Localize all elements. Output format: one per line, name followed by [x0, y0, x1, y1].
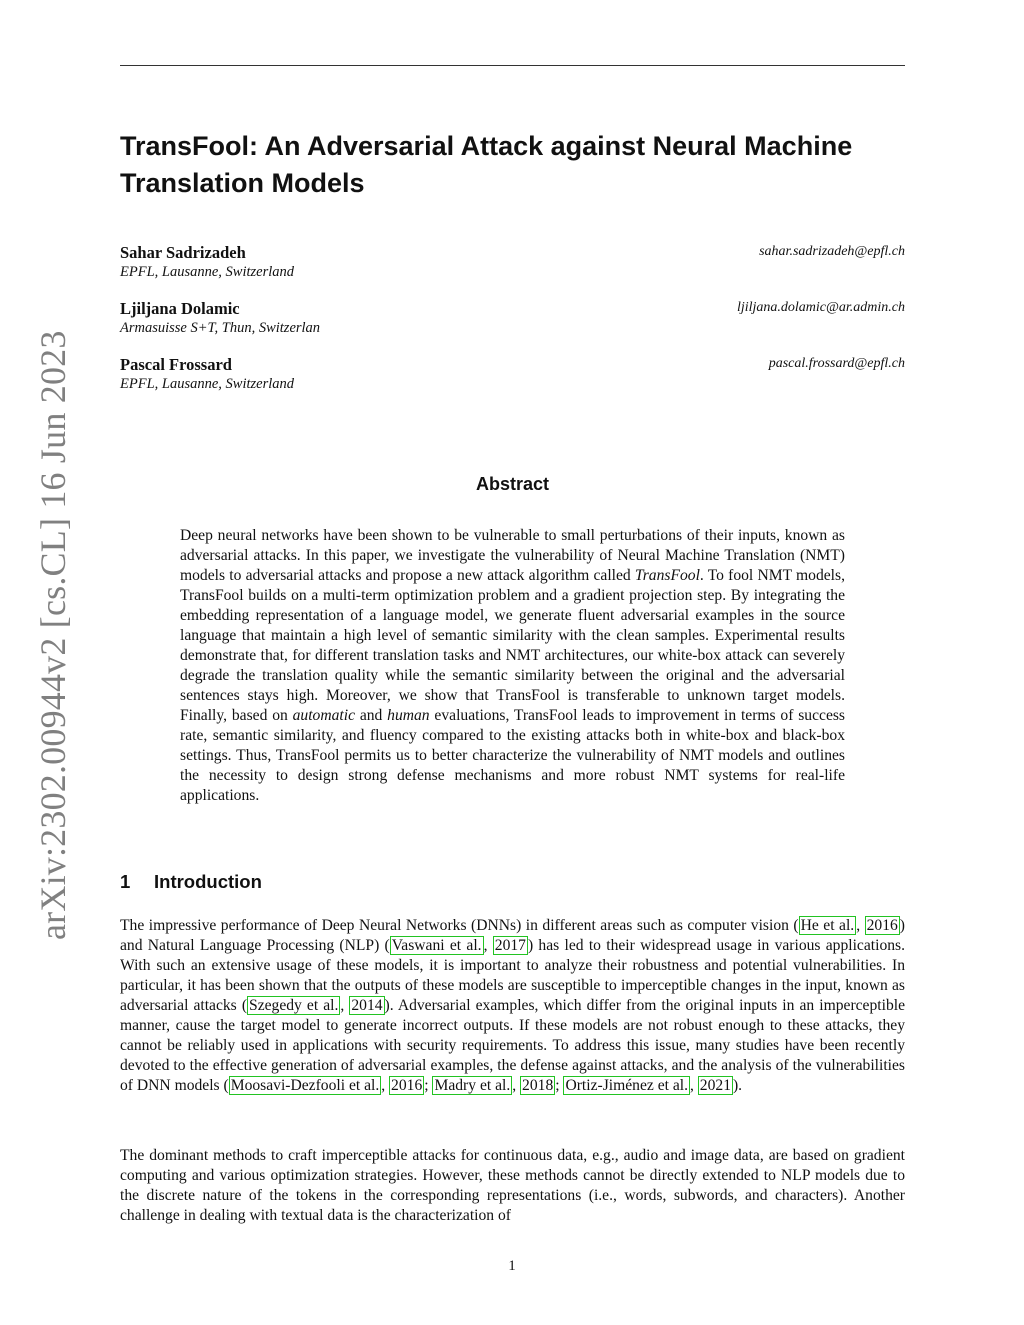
section-heading: [120, 871, 905, 893]
intro-paragraph: The dominant methods to craft imperceptible attacks for continuous data, e.g., audio and image data, are based on gradient computing and various optimization strategies. However, these methods cannot be directly extended to NLP models due to the discrete nature of the tokens in the corresponding representations (i.e., words, subwords, and characters). Another challenge in dealing with textual data is the characterization of: [120, 1147, 905, 1224]
author-email: ljiljana.dolamic@ar.admin.ch: [736, 300, 905, 315]
header-rule: [120, 65, 905, 66]
paper-title: TransFool: An Adversarial Attack against Neural Machine Translation Models: [120, 131, 853, 198]
intro-paragraph: The impressive performance of Deep Neural Networks (DNNs) in different areas such as computer vision ( He et al. , 2016 ) and Natural Language Processing (NLP) ( Vaswani et al. , 2017 ) has led to their widespread usage in various applications. With such an extensive usage of these models, it is important to analyze their robustness and potential vulnerabilities. In particular, it has been shown that the outputs of these models are susceptible to imperceptible changes in the input, known as adversarial attacks ( Szegedy et al. , 2014 ). Adversarial examples, which differ from the original inputs in an imperceptible manner, cause the target model to generate incorrect outputs. If these models are not robust enough to these attacks, they cannot be reliably used in applications with security requirements. To address this issue, many studies have been recently devoted to the effective generation of adversarial examples, the defense against attacks, and the analysis of the vulnerabilities of DNN models ( Moosavi-Dezfooli et al. , 2016 ; Madry et al. , 2018 ; Ortiz-Jiménez et al. , 2021 ).: [120, 917, 906, 1094]
citation-link[interactable]: 2014: [351, 997, 383, 1014]
author-block: [120, 355, 905, 393]
citation-link[interactable]: 2017: [494, 937, 526, 954]
abstract-heading: Abstract: [475, 474, 550, 494]
citation-link[interactable]: Szegedy et al.: [249, 997, 339, 1014]
citation-link[interactable]: 2016: [866, 917, 898, 934]
author-email: sahar.sadrizadeh@epfl.ch: [759, 244, 905, 259]
citation-link[interactable]: Moosavi-Dezfooli et al.: [230, 1077, 380, 1094]
citation-link[interactable]: 2021: [699, 1077, 731, 1094]
author-affiliation: Armasuisse S+T, Thun, Switzerlan: [120, 320, 321, 336]
author-name: Sahar Sadrizadeh: [120, 243, 246, 262]
author-block: [120, 243, 905, 281]
section-title: Introduction: [154, 871, 262, 892]
author-name: Pascal Frossard: [120, 355, 232, 374]
author-affiliation: EPFL, Lausanne, Switzerland: [120, 264, 295, 280]
emphasis: TransFool: [634, 567, 700, 584]
page-number: 1: [508, 1258, 516, 1274]
section-number: 1: [120, 871, 131, 892]
author-email: pascal.frossard@epfl.ch: [768, 356, 905, 371]
citation-link[interactable]: Madry et al.: [434, 1077, 511, 1094]
citation-link[interactable]: Vaswani et al.: [391, 937, 482, 954]
citation-link[interactable]: Ortiz-Jiménez et al.: [565, 1077, 688, 1094]
arxiv-identifier: arXiv:2302.00944v2 [cs.CL] 16 Jun 2023: [33, 330, 73, 940]
emphasis: human: [387, 707, 430, 724]
citation-link[interactable]: 2018: [522, 1077, 554, 1094]
author-name: Ljiljana Dolamic: [120, 299, 240, 318]
abstract-text: Deep neural networks have been shown to be vulnerable to small perturbations of their inputs, known as adversarial attacks. In this paper, we investigate the vulnerability of Neural Machine Translation (NMT) models to adversarial attacks and propose a new attack algorithm called TransFool. To fool NMT models, TransFool builds on a multi-term optimization problem and a gradient projection step. By integrating the embedding representation of a language model, we generate fluent adversarial examples in the source language that maintain a high level of semantic similarity with the clean samples. Experimental results demonstrate that, for different translation tasks and NMT architectures, our white-box attack can severely degrade the translation quality while the semantic similarity between the original and the adversarial sentences stays high. Moreover, we show that TransFool is transferable to unknown target models. Finally, based on automatic and human evaluations, TransFool leads to improvement in terms of success rate, semantic similarity, and fluency compared to the existing attacks both in white-box and black-box settings. Thus, TransFool permits us to better characterize the vulnerability of NMT models and outlines the necessity to design strong defense mechanisms and more robust NMT systems for real-life applications.: [180, 527, 845, 804]
author-block: [120, 299, 905, 337]
author-affiliation: EPFL, Lausanne, Switzerland: [120, 376, 295, 392]
citation-link[interactable]: 2016: [391, 1077, 423, 1094]
citation-link[interactable]: He et al.: [800, 917, 855, 934]
emphasis: automatic: [292, 707, 355, 724]
